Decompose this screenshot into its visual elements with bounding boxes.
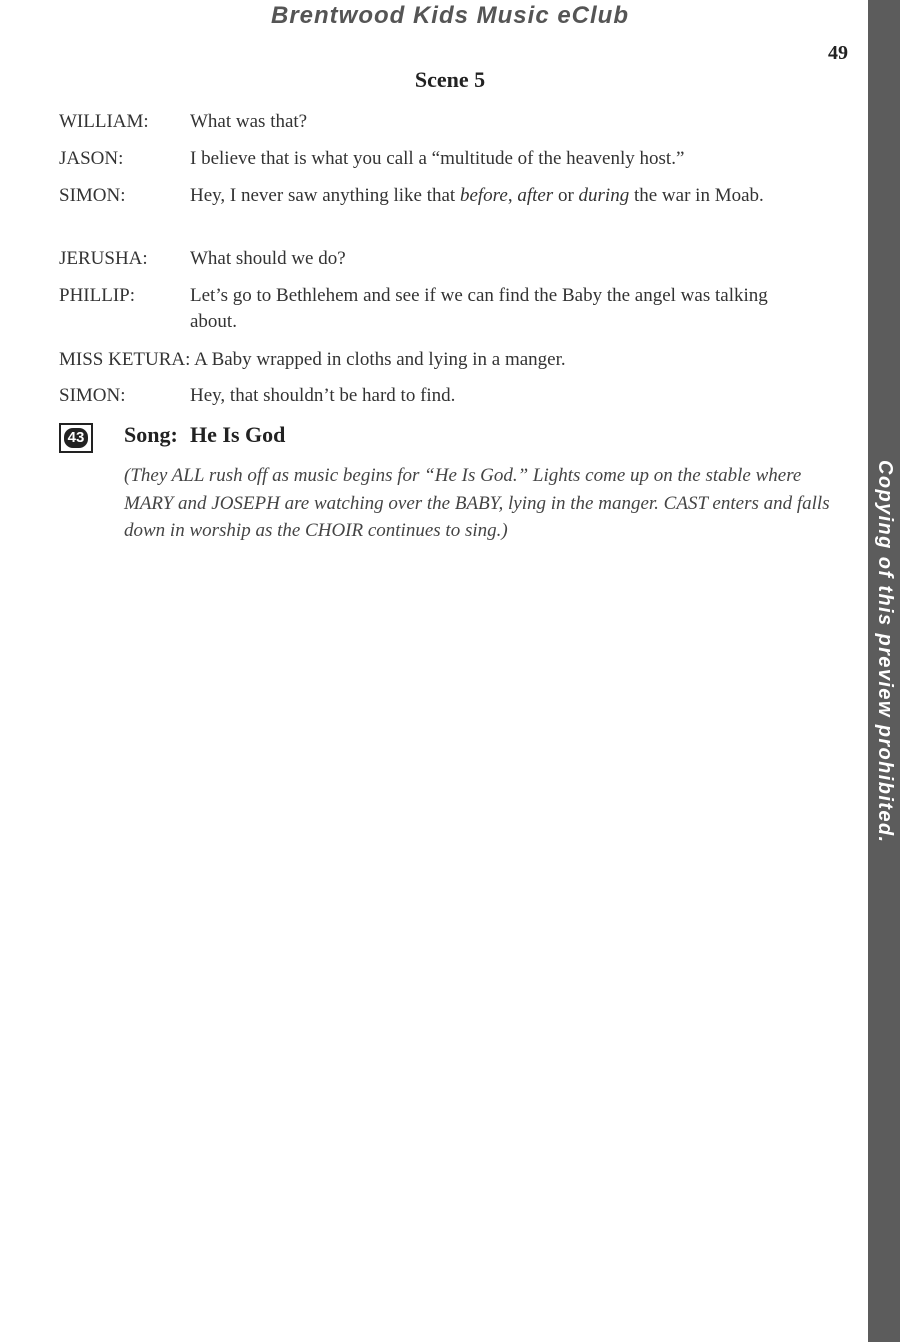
dialogue-text: Let’s go to Bethlehem and see if we can find the Baby the angel was talking about. xyxy=(190,285,768,332)
dialogue-text: Hey, I never saw anything like that before, after or during the war in Moab. xyxy=(190,185,764,206)
speaker-name: JERUSHA: xyxy=(59,248,148,269)
emphasis-before: before xyxy=(459,185,508,206)
dialogue-text: Hey, that shouldn’t be hard to find. xyxy=(190,385,456,406)
cd-track-icon xyxy=(59,423,93,453)
speaker-name: SIMON: xyxy=(59,385,126,406)
stage-direction: (They ALL rush off as music begins for “He Is God.” Lights come up on the stable where MARY and JOSEPH are watching over the BABY, lying in the manger. CAST enters and falls down in worship as the CHOIR continues to sing.) xyxy=(124,465,830,541)
page-number: 49 xyxy=(828,42,848,64)
track-number: 43 xyxy=(64,428,88,448)
speaker-name: SIMON: xyxy=(59,185,126,206)
song-label: Song: xyxy=(124,422,178,447)
dialogue-text: What should we do? xyxy=(190,248,346,269)
speaker-name: JASON: xyxy=(59,148,124,169)
speaker-name: MISS KETURA: xyxy=(59,349,191,370)
dialogue-text: A Baby wrapped in cloths and lying in a manger. xyxy=(194,349,566,370)
dialogue-text: I believe that is what you call a “multitude of the heavenly host.” xyxy=(190,148,685,169)
emphasis-during: during xyxy=(578,185,630,206)
song-title: He Is God xyxy=(190,422,286,447)
dialogue-text: What was that? xyxy=(190,111,308,132)
copyright-notice: Copying of this preview prohibited. xyxy=(874,460,896,844)
emphasis-after: after xyxy=(517,185,554,206)
speaker-name: WILLIAM: xyxy=(59,111,149,132)
header-title: Brentwood Kids Music eClub xyxy=(270,2,629,29)
scene-title: Scene 5 xyxy=(414,67,486,92)
dialogue-line-miss-ketura xyxy=(59,347,809,373)
speaker-name: PHILLIP: xyxy=(59,285,135,306)
